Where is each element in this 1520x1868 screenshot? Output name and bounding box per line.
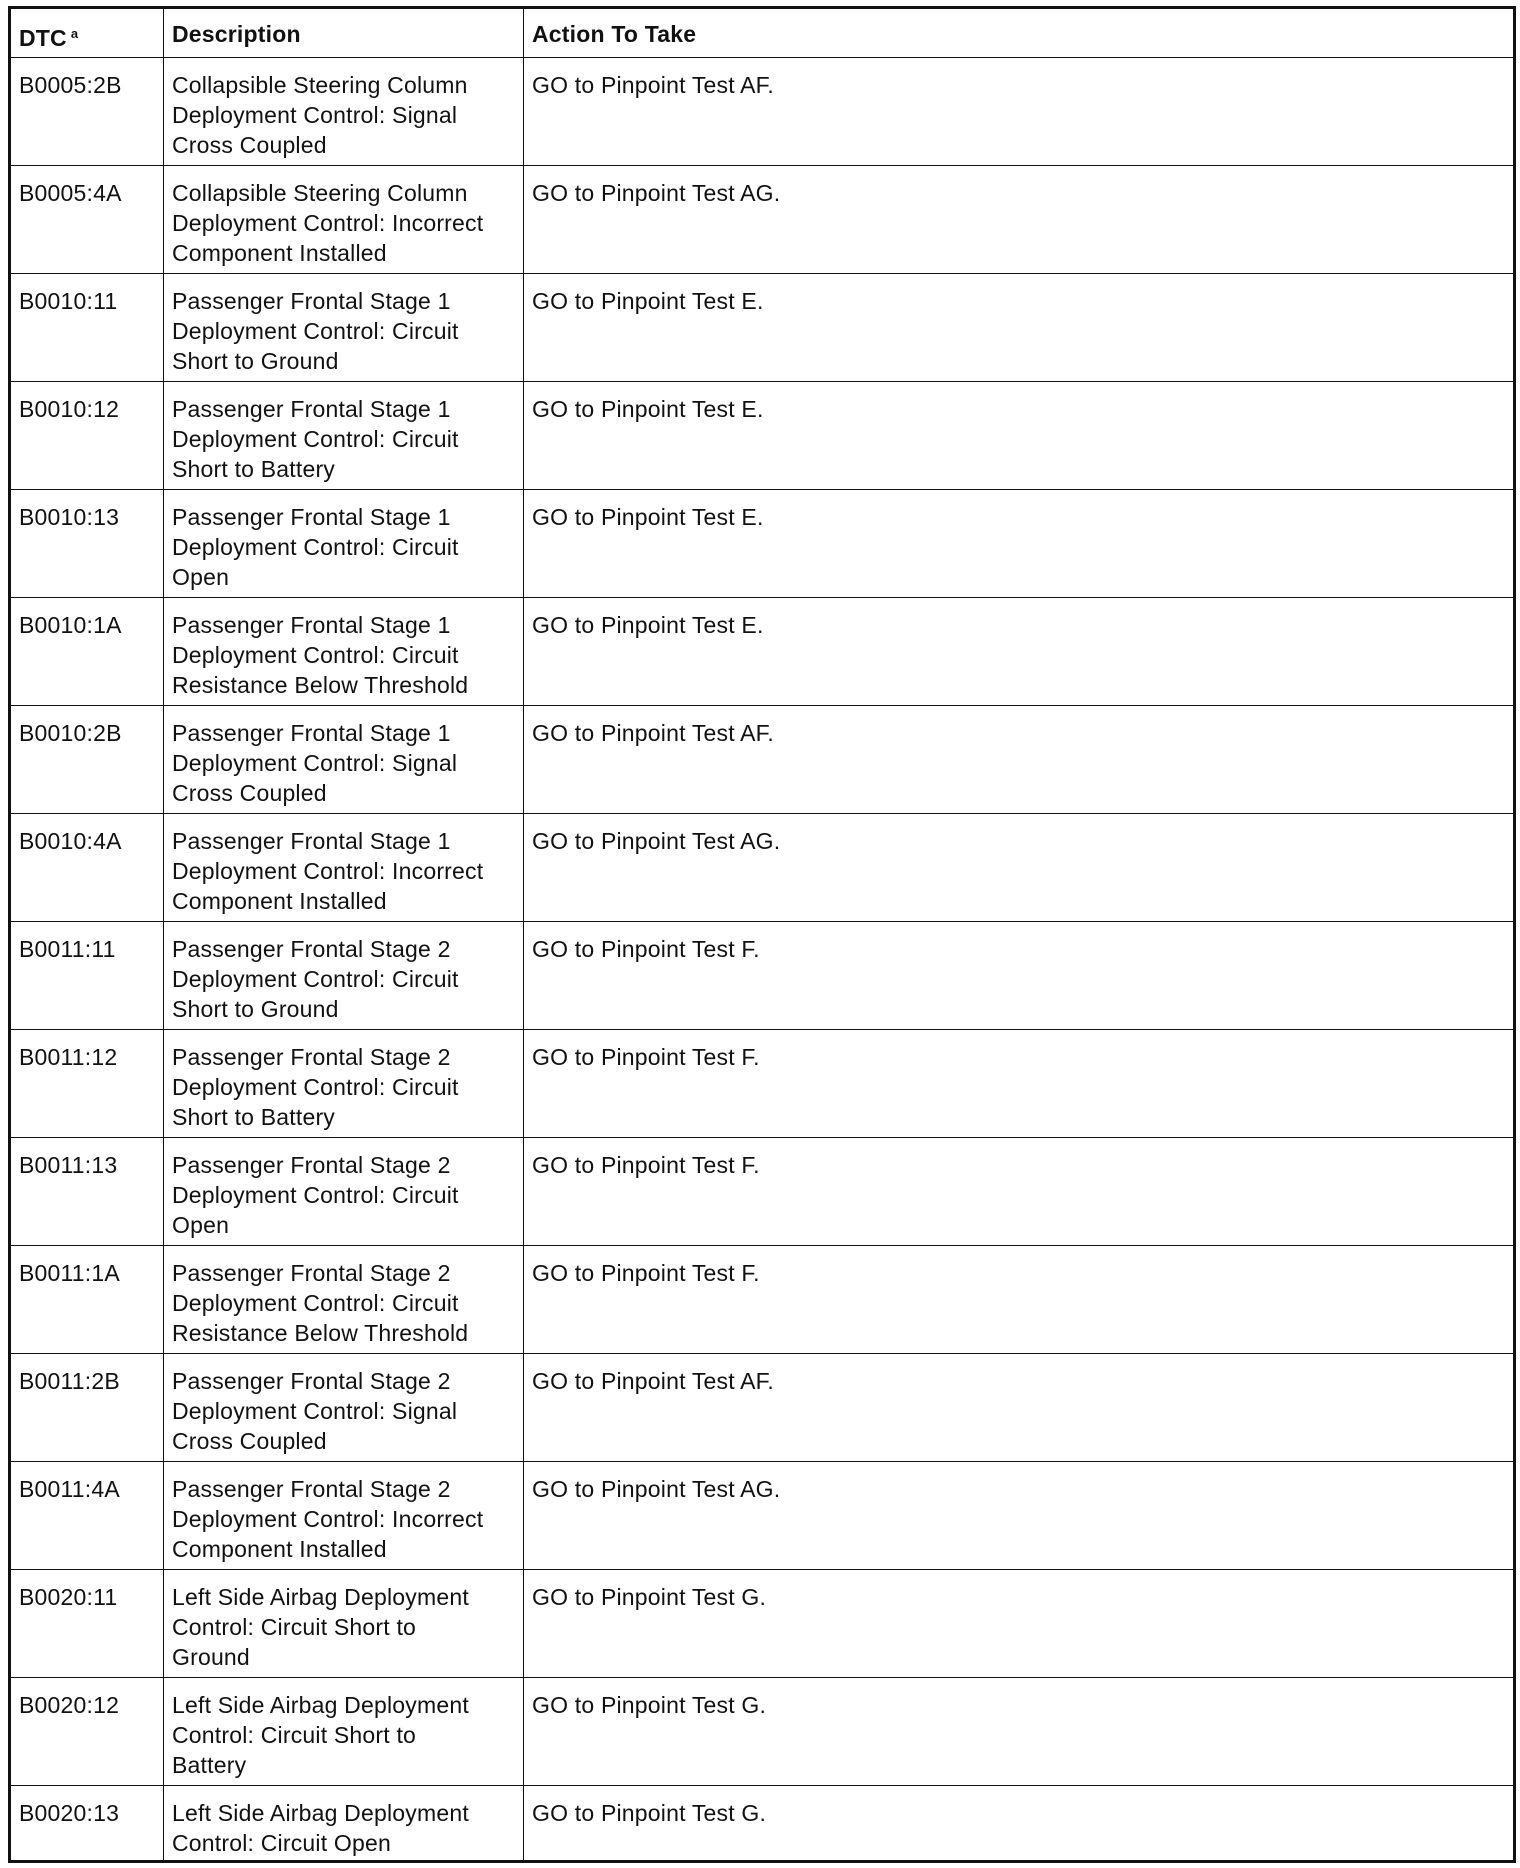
- action-cell: GO to Pinpoint Test AF.: [524, 706, 1515, 814]
- description-cell: Passenger Frontal Stage 2 Deployment Control: Circuit Short to Battery: [164, 1030, 524, 1138]
- description-cell: Passenger Frontal Stage 1 Deployment Control: Signal Cross Coupled: [164, 706, 524, 814]
- table-row: [10, 1786, 1515, 1862]
- table-row: [10, 1246, 1515, 1354]
- table-row: [10, 1462, 1515, 1570]
- description-cell: Passenger Frontal Stage 2 Deployment Control: Circuit Short to Ground: [164, 922, 524, 1030]
- description-cell: Passenger Frontal Stage 1 Deployment Control: Circuit Open: [164, 490, 524, 598]
- table-row: [10, 382, 1515, 490]
- description-cell: Left Side Airbag Deployment Control: Circuit Open: [164, 1786, 524, 1862]
- table-row: [10, 1354, 1515, 1462]
- header-description: Description: [164, 8, 524, 58]
- dtc-cell: B0011:12: [10, 1030, 164, 1138]
- table-header-row: [10, 8, 1515, 58]
- action-cell: GO to Pinpoint Test G.: [524, 1786, 1515, 1862]
- dtc-cell: B0010:4A: [10, 814, 164, 922]
- description-cell: Passenger Frontal Stage 2 Deployment Control: Circuit Resistance Below Threshold: [164, 1246, 524, 1354]
- action-cell: GO to Pinpoint Test F.: [524, 922, 1515, 1030]
- description-cell: Left Side Airbag Deployment Control: Circuit Short to Battery: [164, 1678, 524, 1786]
- action-cell: GO to Pinpoint Test E.: [524, 274, 1515, 382]
- table-row: [10, 922, 1515, 1030]
- header-dtc: [10, 8, 164, 58]
- dtc-cell: B0010:2B: [10, 706, 164, 814]
- description-cell: Passenger Frontal Stage 1 Deployment Control: Circuit Short to Battery: [164, 382, 524, 490]
- description-cell: Passenger Frontal Stage 1 Deployment Control: Circuit Short to Ground: [164, 274, 524, 382]
- table-row: [10, 1570, 1515, 1678]
- dtc-cell: B0011:2B: [10, 1354, 164, 1462]
- table-row: [10, 1138, 1515, 1246]
- action-cell: GO to Pinpoint Test AG.: [524, 1462, 1515, 1570]
- action-cell: GO to Pinpoint Test G.: [524, 1570, 1515, 1678]
- table-row: [10, 706, 1515, 814]
- header-action: Action To Take: [524, 8, 1515, 58]
- action-cell: GO to Pinpoint Test F.: [524, 1246, 1515, 1354]
- action-cell: GO to Pinpoint Test AG.: [524, 166, 1515, 274]
- description-cell: Collapsible Steering Column Deployment Control: Incorrect Component Installed: [164, 166, 524, 274]
- dtc-table: [8, 6, 1516, 1863]
- dtc-cell: B0011:4A: [10, 1462, 164, 1570]
- dtc-cell: B0020:12: [10, 1678, 164, 1786]
- description-cell: Passenger Frontal Stage 2 Deployment Control: Incorrect Component Installed: [164, 1462, 524, 1570]
- dtc-cell: B0011:11: [10, 922, 164, 1030]
- dtc-cell: B0011:13: [10, 1138, 164, 1246]
- action-cell: GO to Pinpoint Test E.: [524, 490, 1515, 598]
- table-row: [10, 1030, 1515, 1138]
- description-cell: Passenger Frontal Stage 1 Deployment Control: Circuit Resistance Below Threshold: [164, 598, 524, 706]
- dtc-cell: B0010:1A: [10, 598, 164, 706]
- action-cell: GO to Pinpoint Test F.: [524, 1030, 1515, 1138]
- table-row: [10, 274, 1515, 382]
- table-row: [10, 166, 1515, 274]
- header-dtc-footnote: a: [70, 26, 79, 41]
- action-cell: GO to Pinpoint Test G.: [524, 1678, 1515, 1786]
- table-row: [10, 1678, 1515, 1786]
- dtc-cell: B0010:13: [10, 490, 164, 598]
- dtc-cell: B0010:12: [10, 382, 164, 490]
- dtc-cell: B0010:11: [10, 274, 164, 382]
- dtc-cell: B0005:4A: [10, 166, 164, 274]
- table-row: [10, 490, 1515, 598]
- table-row: [10, 814, 1515, 922]
- action-cell: GO to Pinpoint Test AF.: [524, 58, 1515, 166]
- description-cell: Passenger Frontal Stage 2 Deployment Control: Signal Cross Coupled: [164, 1354, 524, 1462]
- description-cell: Passenger Frontal Stage 1 Deployment Control: Incorrect Component Installed: [164, 814, 524, 922]
- dtc-cell: B0020:13: [10, 1786, 164, 1862]
- header-dtc-label: DTC: [19, 25, 67, 51]
- description-cell: Collapsible Steering Column Deployment Control: Signal Cross Coupled: [164, 58, 524, 166]
- description-cell: Left Side Airbag Deployment Control: Circuit Short to Ground: [164, 1570, 524, 1678]
- dtc-cell: B0020:11: [10, 1570, 164, 1678]
- action-cell: GO to Pinpoint Test AG.: [524, 814, 1515, 922]
- table-row: [10, 598, 1515, 706]
- description-cell: Passenger Frontal Stage 2 Deployment Control: Circuit Open: [164, 1138, 524, 1246]
- action-cell: GO to Pinpoint Test E.: [524, 598, 1515, 706]
- dtc-cell: B0011:1A: [10, 1246, 164, 1354]
- action-cell: GO to Pinpoint Test F.: [524, 1138, 1515, 1246]
- table-row: [10, 58, 1515, 166]
- action-cell: GO to Pinpoint Test AF.: [524, 1354, 1515, 1462]
- action-cell: GO to Pinpoint Test E.: [524, 382, 1515, 490]
- dtc-cell: B0005:2B: [10, 58, 164, 166]
